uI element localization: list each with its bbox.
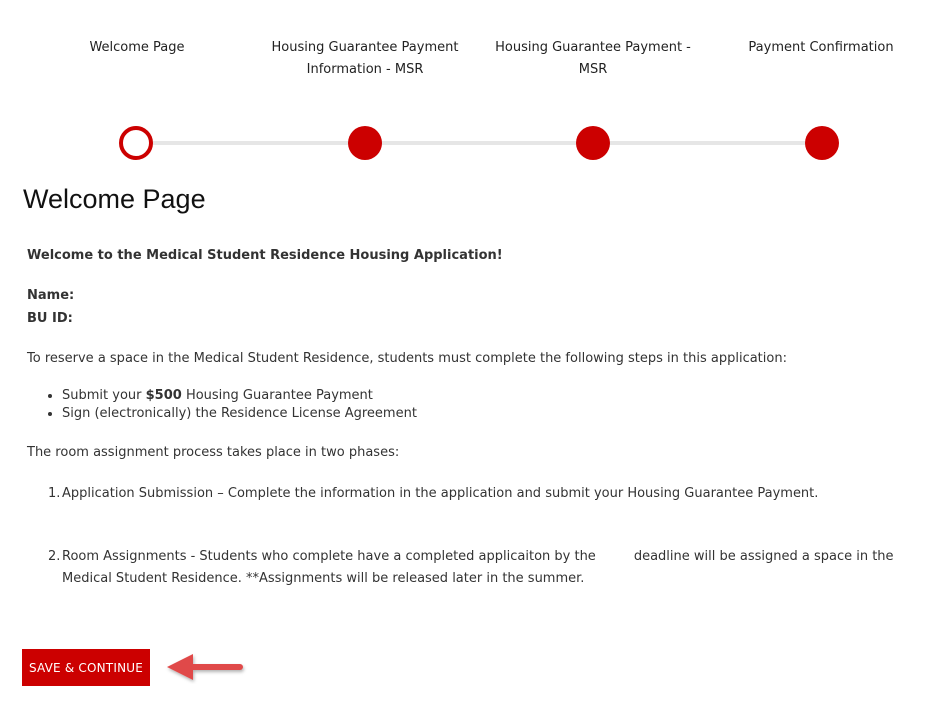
list-item <box>48 483 819 505</box>
phase-text-a: Room Assignments - Students who complete have a completed applicaiton by the <box>62 549 596 564</box>
step-indicator-payment[interactable] <box>576 126 610 160</box>
step-suffix: Housing Guarantee Payment <box>181 388 373 403</box>
step-indicator-welcome[interactable] <box>119 126 153 160</box>
buid-label: BU ID: <box>27 311 73 326</box>
payment-amount: $500 <box>145 388 182 403</box>
required-steps-list <box>27 387 417 423</box>
name-label: Name: <box>27 288 75 303</box>
list-item <box>48 546 942 590</box>
progress-stepper <box>0 0 952 170</box>
step-label-payment-info: Housing Guarantee Payment Information - MSR <box>271 40 459 77</box>
stepper-track <box>136 141 822 145</box>
welcome-intro: Welcome to the Medical Student Residence Housing Application! <box>27 248 503 263</box>
phase-text-b: deadline will be assigned a space in the Medical Student Residence. **Assignments will be released later in the summer. <box>62 549 894 586</box>
phases-intro: The room assignment process takes place in two phases: <box>27 445 400 460</box>
step-indicator-confirmation[interactable] <box>805 126 839 160</box>
step-label-welcome: Welcome Page <box>89 40 185 55</box>
phase-list-2 <box>27 546 942 590</box>
save-continue-button[interactable]: SAVE & CONTINUE <box>22 649 150 686</box>
page-title: Welcome Page <box>23 184 206 214</box>
step-label-confirmation: Payment Confirmation <box>748 40 894 55</box>
reserve-instructions: To reserve a space in the Medical Student Residence, students must complete the following steps in this application: <box>27 351 787 366</box>
phase-number: 2. <box>48 549 61 564</box>
list-item <box>62 387 417 405</box>
arrow-left-icon <box>165 652 249 684</box>
step-indicator-payment-info[interactable] <box>348 126 382 160</box>
phase-text: Application Submission – Complete the information in the application and submit your Housing Guarantee Payment. <box>62 486 819 501</box>
step-label-payment: Housing Guarantee Payment - MSR <box>495 40 691 77</box>
phase-list-1 <box>27 483 818 505</box>
step-prefix: Submit your <box>62 388 146 403</box>
list-item: • Sign (electronically) the Residence License Agreement <box>62 405 417 423</box>
phase-number: 1. <box>48 486 61 501</box>
